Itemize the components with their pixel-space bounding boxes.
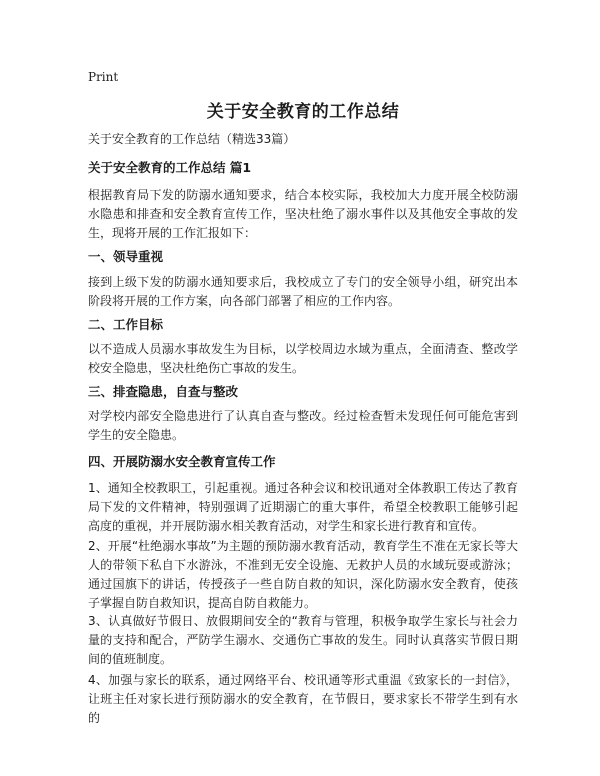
section-heading-3: 三、排查隐患，自查与整改 (88, 384, 239, 399)
section-title: 关于安全教育的工作总结 篇1 (88, 160, 252, 175)
document-title: 关于安全教育的工作总结 (206, 102, 400, 122)
section-heading-4: 四、开展防溺水安全教育宣传工作 (88, 454, 276, 469)
list-item-3: 3、认真做好节假日、放假期间安全的“教育与管理，积极争取学生家长与社会力量的支持和配合，严防学生溺水、交通伤亡事故的发生。同时认真落实节假日期间的值班制度。 (88, 614, 518, 666)
print-label[interactable]: Print (88, 70, 119, 84)
section-text-2: 以不造成人员溺水事故发生为目标，以学校周边水域为重点，全面清查、整改学校安全隐患，坚决杜绝伤亡事故的发生。 (88, 342, 518, 375)
intro-paragraph: 根据教育局下发的防溺水通知要求，结合本校实际，我校加大力度开展全校防溺水隐患和排查和安全教育宣传工作，坚决杜绝了溺水事件以及其他安全事故的发生，现将开展的工作汇报如下： (88, 188, 518, 240)
list-item-4: 4、加强与家长的联系，通过网络平台、校讯通等形式重温《致家长的一封信》，让班主任对家长进行预防溺水的安全教育，在节假日，要求家长不带学生到有水的 (88, 673, 518, 725)
list-item-2: 2、开展“杜绝溺水事故”为主题的预防溺水教育活动，教育学生不准在无家长等大人的带领下私自下水游泳，不准到无安全设施、无救护人员的水域玩耍或游泳；通过国旗下的讲话，传授孩子一些自防自救的知识，深化防溺水安全教育，使孩子掌握自防自救知识，提高自防自救能力。 (88, 539, 518, 610)
document-subtitle: 关于安全教育的工作总结（精选33篇） (88, 132, 296, 146)
list-item-1: 1、通知全校教职工，引起重视。通过各种会议和校讯通对全体教职工传达了教育局下发的文件精神，特别强调了近期溺亡的重大事件，希望全校教职工能够引起高度的重视，并开展防溺水相关教育活动，对学生和家长进行教育和宣传。 (88, 481, 518, 533)
section-heading-1: 一、领导重视 (88, 249, 164, 264)
section-text-3: 对学校内部安全隐患进行了认真自查与整改。经过检查暂未发现任何可能危害到学生的安全隐患。 (88, 409, 518, 442)
section-heading-2: 二、工作目标 (88, 317, 164, 332)
section-text-1: 接到上级下发的防溺水通知要求后，我校成立了专门的安全领导小组，研究出本阶段将开展的工作方案，向各部门部署了相应的工作内容。 (88, 275, 518, 308)
